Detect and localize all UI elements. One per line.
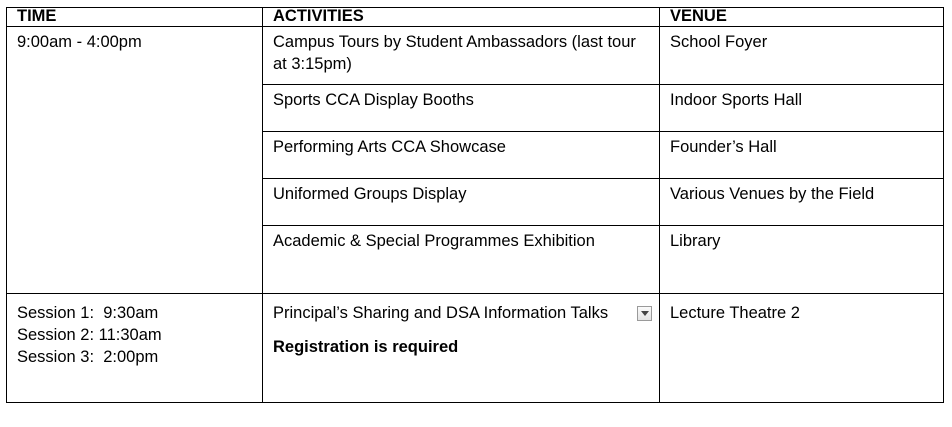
table-row (7, 27, 944, 85)
activity-cell (263, 226, 660, 294)
table-row (7, 294, 944, 403)
session-line: Session 2: 11:30am (17, 326, 162, 344)
activity-cell (263, 294, 660, 403)
activity-text: Uniformed Groups Display (273, 185, 467, 203)
session-cell (7, 294, 263, 403)
venue-text: Founder’s Hall (670, 138, 777, 156)
activity-text: Sports CCA Display Booths (273, 91, 474, 109)
venue-cell (660, 132, 944, 179)
activity-text: Performing Arts CCA Showcase (273, 138, 506, 156)
venue-text: Library (670, 232, 721, 250)
activity-cell (263, 132, 660, 179)
time-cell (7, 27, 263, 294)
session-line: Session 1: 9:30am (17, 304, 159, 322)
time-text: 9:00am - 4:00pm (17, 33, 142, 51)
venue-cell (660, 226, 944, 294)
session-line: Session 3: 2:00pm (17, 348, 159, 366)
activity-cell (263, 85, 660, 132)
header-time: TIME (7, 8, 263, 27)
schedule-table (6, 7, 944, 403)
activity-text: Academic & Special Programmes Exhibition (273, 232, 595, 250)
header-venue: VENUE (660, 8, 944, 27)
activity-cell (263, 179, 660, 226)
venue-cell (660, 85, 944, 132)
header-activities: ACTIVITIES (263, 8, 660, 27)
chevron-down-icon[interactable] (637, 306, 652, 321)
venue-text: School Foyer (670, 33, 768, 51)
activity-text: Principal’s Sharing and DSA Information Talks (273, 304, 609, 322)
activity-text: Campus Tours by Student Ambassadors (last tour at 3:15pm) (273, 33, 636, 73)
venue-text: Indoor Sports Hall (670, 91, 803, 109)
venue-cell (660, 294, 944, 403)
header-row (7, 8, 944, 27)
venue-text: Various Venues by the Field (670, 185, 875, 203)
activity-cell (263, 27, 660, 85)
venue-cell (660, 179, 944, 226)
venue-cell (660, 27, 944, 85)
registration-note: Registration is required (273, 338, 459, 356)
venue-text: Lecture Theatre 2 (670, 304, 800, 322)
